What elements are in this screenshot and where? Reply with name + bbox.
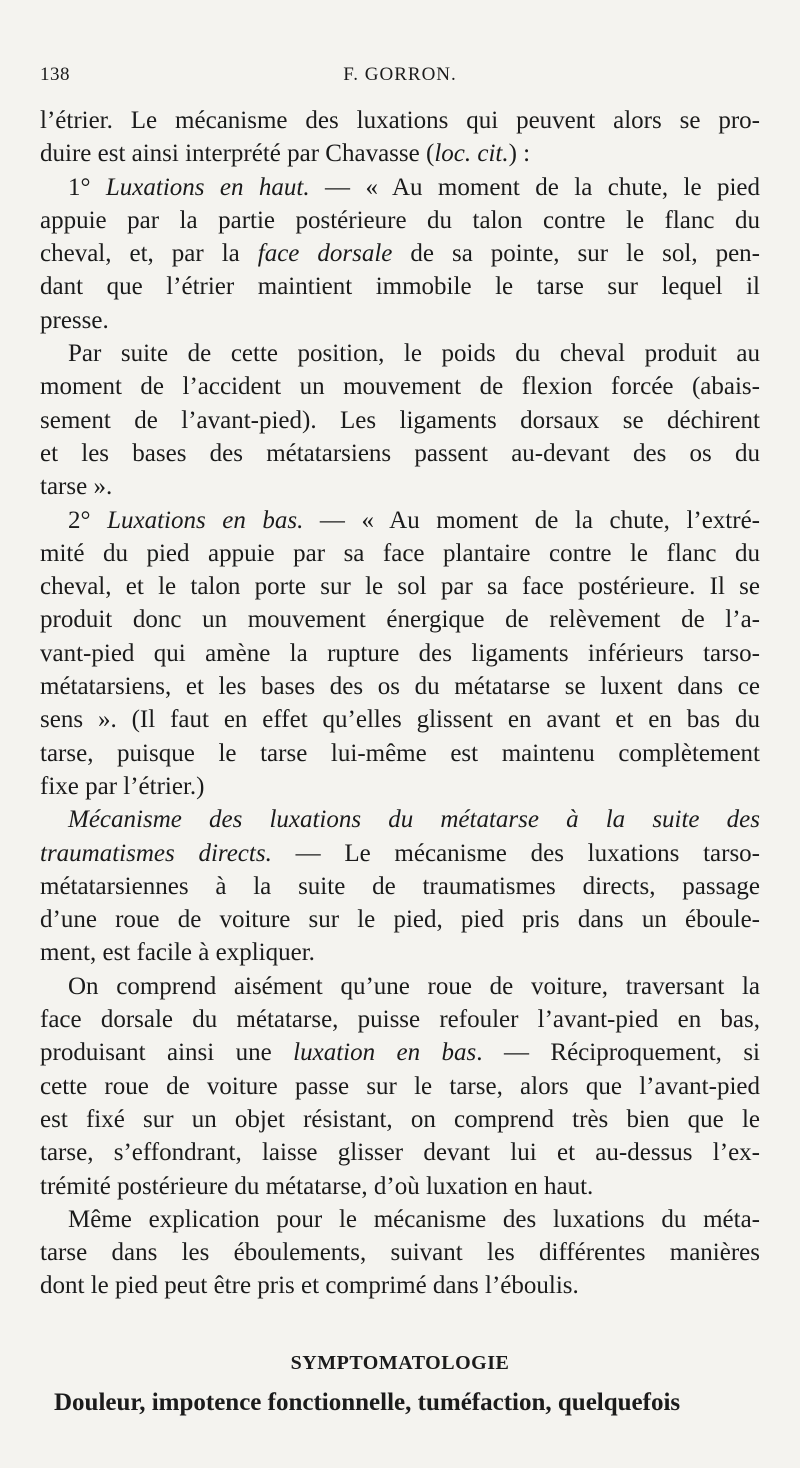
text-line [40,137,760,170]
italic-run: Mécanisme des luxations du métatarse à la suite des [68,806,760,834]
text-run: tarse, puisque le tarse lui-même est maintenu complètement [40,739,760,767]
text-run: . — Réciproquement, si [476,1039,760,1067]
text-line [40,104,760,137]
paragraph [40,803,760,969]
text-line [40,737,760,770]
text-run: et les bases des métatarsiens passent au-devant des os du [40,439,760,467]
text-line [40,237,760,270]
text-line [40,837,760,870]
text-line [40,1269,760,1302]
text-line [40,1236,760,1269]
text-line [40,703,760,736]
text-line [40,1136,760,1169]
text-run: tarse, s’effondrant, laisse glisser devant lui et au-dessus l’ex- [40,1139,760,1167]
body-text [40,104,760,1419]
text-run: tarse dans les éboulements, suivant les différentes manières [40,1239,760,1267]
text-line [40,304,760,337]
text-run: sens ». (Il faut en effet qu’elles glissent en avant et en bas du [40,706,760,734]
paragraph [40,171,760,337]
paragraphs [40,104,760,1303]
text-line [40,437,760,470]
italic-run: Luxations en haut. [105,173,310,201]
italic-run: face dorsale [257,240,393,268]
text-line [40,204,760,237]
text-line [40,603,760,636]
text-run: est fixé sur un objet résistant, on comprend très bien que le [40,1105,760,1133]
text-run: vant-pied qui amène la rupture des ligaments inférieurs tarso- [40,639,760,667]
text-run: produit donc un mouvement énergique de relèvement de l’a- [40,606,760,634]
italic-run: luxation en bas [293,1039,477,1067]
text-run: Par suite de cette position, le poids du cheval produit au [68,340,760,368]
text-run: 2° [68,506,108,534]
text-line [40,803,760,836]
text-run: dant que l’étrier maintient immobile le tarse sur lequel il [40,273,760,301]
text-line [40,970,760,1003]
text-line [40,270,760,303]
paragraph [40,337,760,503]
page-number: 138 [40,64,70,85]
text-run: sement de l’avant-pied). Les ligaments dorsaux se déchirent [40,406,760,434]
text-run: — « Au moment de la chute, le pied [309,173,760,201]
text-run: mité du pied appuie par sa face plantaire contre le flanc du [40,539,760,567]
italic-run: traumatismes directs. [40,839,272,867]
paragraph [40,970,760,1203]
text-run: trémité postérieure du métatarse, d’où luxation en haut. [40,1172,594,1200]
text-run: d’une roue de voiture sur le pied, pied pris dans un éboule- [40,906,760,934]
text-line [40,936,760,969]
italic-run: Luxations en bas. [107,506,304,534]
text-run: de sa pointe, sur le sol, pen- [392,240,760,268]
final-line: Douleur, impotence fonctionnelle, tuméfaction, quelquefois [54,1388,681,1416]
text-line [40,1070,760,1103]
text-run: produisant ainsi une [40,1039,294,1067]
paragraph [40,104,760,171]
text-line [40,1036,760,1069]
running-head: F. GORRON. [343,64,457,85]
text-run: fixe par l’étrier.) [40,772,205,800]
text-run: ) : [508,140,531,168]
text-run: l’étrier. Le mécanisme des luxations qui peuvent alors se pro- [40,107,760,134]
text-line [40,903,760,936]
text-line [40,370,760,403]
text-line [40,1003,760,1036]
text-run: ment, est facile à expliquer. [40,939,315,967]
text-run: — Le mécanisme des luxations tarso- [271,839,760,867]
text-line [40,570,760,603]
text-run: duire est ainsi interprété par Chavasse ( [40,140,435,168]
text-run: Même explication pour le mécanisme des luxations du méta- [68,1205,760,1233]
text-line [40,870,760,903]
text-run: — « Au moment de la chute, l’extré- [303,506,760,534]
text-run: 1° [68,173,106,201]
text-line [40,537,760,570]
text-run: cheval, et le talon porte sur le sol par sa face postérieure. Il se [40,573,760,601]
text-line [40,1203,760,1236]
text-line [40,1170,760,1203]
page-header [40,64,760,94]
text-run: presse. [40,306,109,334]
text-line [40,770,760,803]
text-line [40,404,760,437]
text-run: cette roue de voiture passe sur le tarse, alors que l’avant-pied [40,1072,760,1100]
paragraph [40,504,760,804]
text-line [40,637,760,670]
text-line [40,504,760,537]
text-run: appuie par la partie postérieure du talon contre le flanc du [40,206,760,234]
text-line [40,1103,760,1136]
text-run: face dorsale du métatarse, puisse refouler l’avant-pied en bas, [40,1006,760,1034]
text-line [40,337,760,370]
text-run: tarse ». [40,473,113,501]
text-line [40,670,760,703]
text-run: dont le pied peut être pris et comprimé dans l’éboulis. [40,1272,579,1300]
text-run: cheval, et, par la [40,240,258,268]
italic-run: loc. cit. [434,140,509,168]
text-run: métatarsiens, et les bases des os du métatarse se luxent dans ce [40,673,760,701]
paragraph [40,1203,760,1303]
text-line [40,470,760,503]
text-line [40,171,760,204]
section-heading: SYMPTOMATOLOGIE [290,1351,510,1374]
text-run: On comprend aisément qu’une roue de voiture, traversant la [68,972,760,1000]
text-run: moment de l’accident un mouvement de flexion forcée (abais- [40,373,760,401]
text-run: métatarsiennes à la suite de traumatismes directs, passage [40,872,760,900]
